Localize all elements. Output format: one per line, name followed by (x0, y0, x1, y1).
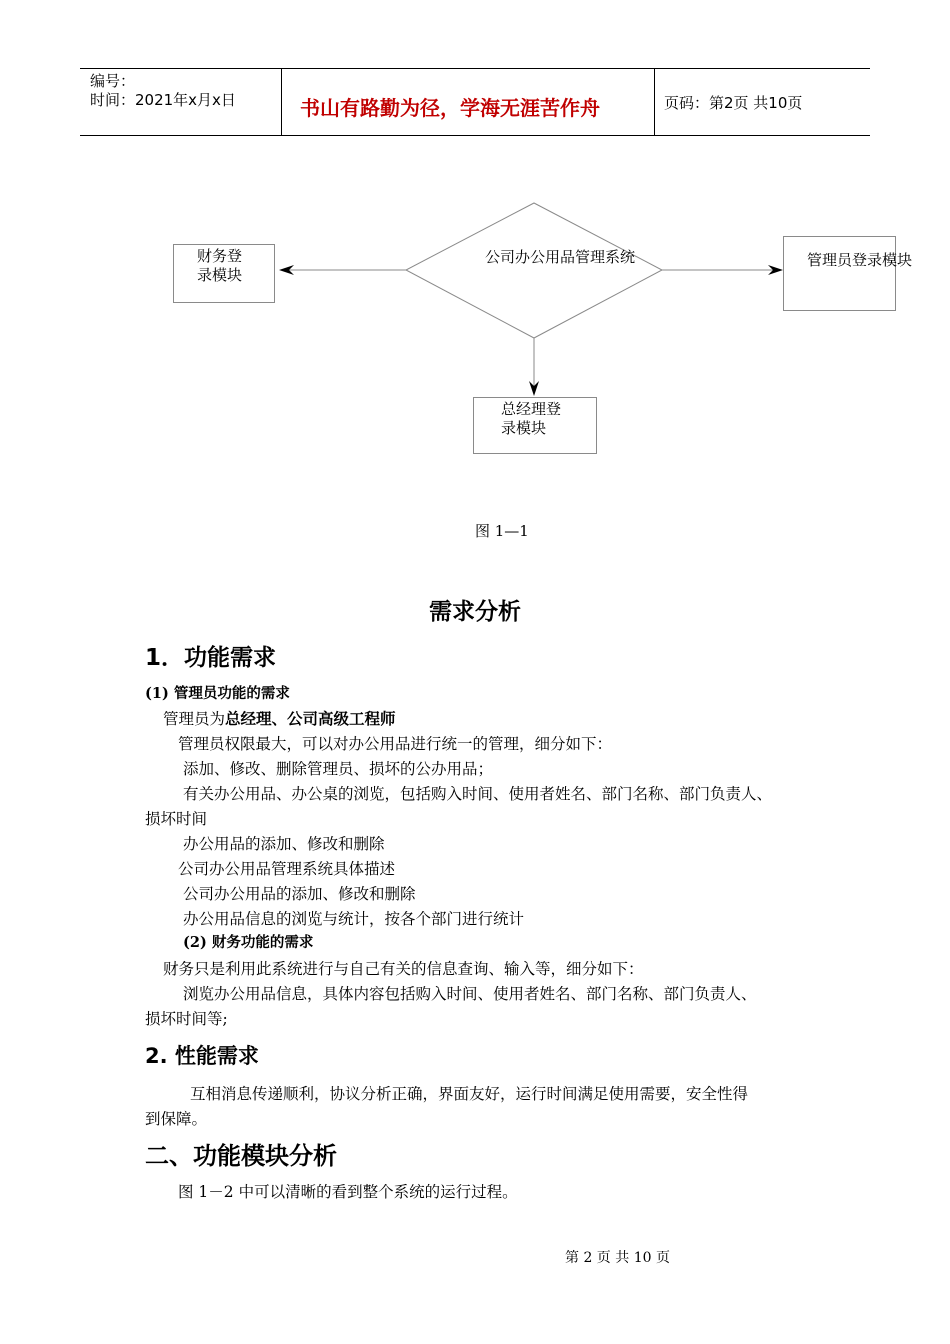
page-title: 需求分析 (429, 599, 521, 625)
manager-login-label-2: 录模块 (501, 419, 547, 437)
subsection-admin: (1) 管理员功能的需求 (145, 685, 290, 702)
paragraph-finance-browse-1: 浏览办公用品信息，具体内容包括购入时间、使用者姓名、部门名称、部门负责人、 (183, 985, 757, 1003)
admin-role-bold: 总经理、公司高级工程师 (225, 709, 396, 728)
page-footer: 第 2 页 共 10 页 (565, 1250, 670, 1266)
header-page-info: 页码：第2页 共10页 (664, 94, 803, 112)
finance-login-label-1: 财务登 (197, 247, 243, 265)
figure-caption: 图 1—1 (475, 522, 529, 540)
admin-login-box (783, 236, 896, 311)
paragraph-admin-rights: 管理员权限最大，可以对办公用品进行统一的管理，细分如下： (178, 735, 613, 753)
admin-login-label: 管理员登录模块 (807, 251, 913, 269)
paragraph-supplies-edit: 办公用品的添加、修改和删除 (183, 835, 385, 853)
diagram-center-label: 公司办公用品管理系统 (485, 248, 636, 266)
paragraph-add-modify: 添加、修改、删除管理员、损坏的公办用品； (183, 760, 494, 778)
paragraph-browse-2: 损坏时间 (145, 810, 208, 828)
manager-login-label-1: 总经理登 (501, 400, 562, 418)
paragraph-browse-1: 有关办公用品、办公桌的浏览，包括购入时间、使用者姓名、部门名称、部门负责人、 (183, 785, 773, 803)
paragraph-performance-1: 互相消息传递顺利，协议分析正确，界面友好，运行时间满足使用需要，安全性得 (190, 1085, 749, 1103)
admin-role-prefix: 管理员为 (163, 710, 226, 728)
paragraph-performance-2: 到保障。 (145, 1110, 208, 1128)
section-module-analysis: 二、功能模块分析 (145, 1142, 337, 1170)
paragraph-finance-browse-2: 损坏时间等; (145, 1010, 228, 1028)
paragraph-finance-desc: 财务只是利用此系统进行与自己有关的信息查询、输入等，细分如下： (163, 960, 644, 978)
subsection-finance: (2) 财务功能的需求 (183, 934, 314, 951)
header-motto: 书山有路勤为径，学海无涯苦作舟 (300, 96, 600, 120)
header-number-label: 编号： (90, 72, 136, 90)
section-performance: 2. 性能需求 (145, 1044, 259, 1068)
paragraph-figure-ref: 图 1－2 中可以清晰的看到整个系统的运行过程。 (178, 1183, 518, 1201)
paragraph-statistics: 办公用品信息的浏览与统计，按各个部门进行统计 (183, 910, 525, 928)
paragraph-company-supplies: 公司办公用品的添加、修改和删除 (183, 885, 416, 903)
header-time-label: 时间：2021年x月x日 (90, 91, 236, 109)
finance-login-label-2: 录模块 (197, 266, 243, 284)
diagram-diamond (406, 203, 662, 338)
paragraph-system-desc: 公司办公用品管理系统具体描述 (178, 860, 396, 878)
admin-role-line (163, 709, 396, 729)
section-functional-requirements: 1．功能需求 (145, 645, 277, 671)
